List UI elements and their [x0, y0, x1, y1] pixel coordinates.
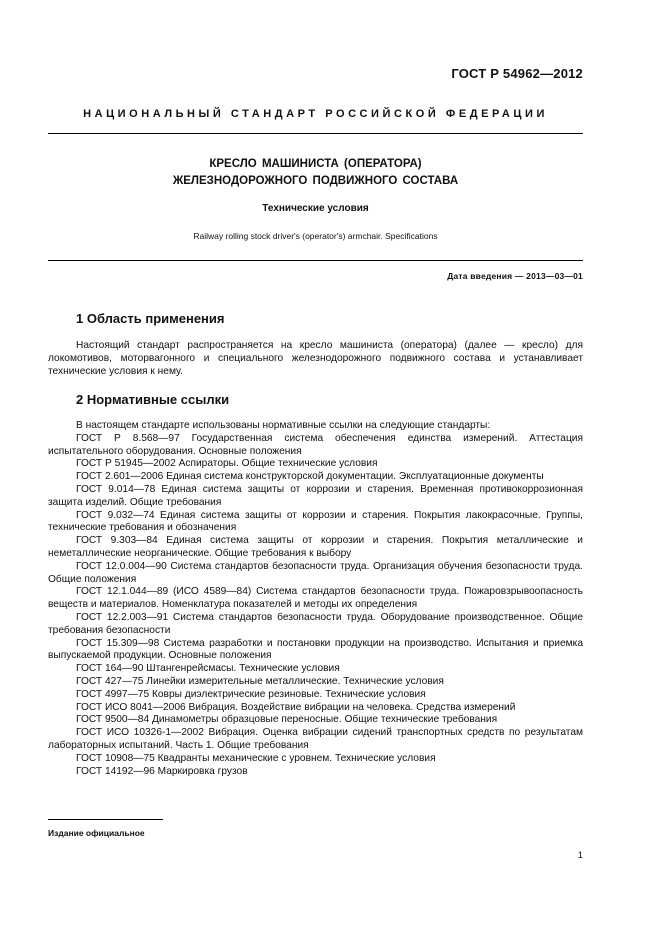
- document-subtitle: Технические условия: [262, 203, 369, 214]
- reference-item: ГОСТ 9.303—84 Единая система защиты от коррозии и старения. Покрытия металлические и неметаллические неорганические. Общие требования к выбору: [48, 535, 583, 559]
- reference-item: ГОСТ 2.601—2006 Единая система конструкторской документации. Эксплуатационные документы: [76, 471, 544, 483]
- reference-item: ГОСТ 4997—75 Ковры диэлектрические резиновые. Технические условия: [76, 688, 426, 700]
- reference-item: ГОСТ 427—75 Линейки измерительные металлические. Технические условия: [76, 675, 444, 687]
- document-title: [48, 156, 583, 190]
- paragraph: В настоящем стандарте использованы нормативные ссылки на следующие стандарты:: [76, 420, 491, 431]
- reference-item: ГОСТ 14192—96 Маркировка грузов: [76, 765, 248, 777]
- section-body-scope: [48, 340, 583, 378]
- reference-item: ГОСТ 9.032—74 Единая система защиты от коррозии и старения. Покрытия лакокрасочные. Группы, технические требования и обозначения: [48, 509, 583, 534]
- header-divider: [48, 133, 583, 134]
- reference-item: ГОСТ 15.309—98 Система разработки и постановки продукции на производство. Испытания и приемка выпускаемой продукции. Основные положения: [48, 637, 583, 662]
- english-title: Railway rolling stock driver's (operator's) armchair. Specifications: [193, 231, 438, 241]
- paragraph: Настоящий стандарт распространяется на кресло машиниста (оператора) (далее — кресло) для локомотивов, моторвагонного и специального железнодорожного подвижного состава и устанавливает технические условия к нему.: [48, 340, 583, 377]
- reference-item: ГОСТ 12.1.044—89 (ИСО 4589—84) Система стандартов безопасности труда. Пожаровзрывоопасность веществ и материалов. Номенклатура показателей и методы их определения: [48, 586, 583, 611]
- reference-item: ГОСТ 10908—75 Квадранты механические с уровнем. Технические условия: [76, 752, 436, 764]
- document-code: ГОСТ Р 54962—2012: [451, 66, 583, 81]
- reference-item: ГОСТ Р 8.568—97 Государственная система обеспечения единства измерений. Аттестация испытательного оборудования. Основные положения: [48, 432, 583, 457]
- section-heading-scope: 1 Область применения: [76, 311, 225, 326]
- footer-divider: [48, 819, 163, 820]
- reference-item: ГОСТ ИСО 10326-1—2002 Вибрация. Оценка вибрации сидений транспортных средств по результатам лабораторных испытаний. Часть 1. Общие требования: [48, 727, 583, 751]
- section-body-references: [48, 420, 583, 778]
- title-line-2: ЖЕЛЕЗНОДОРОЖНОГО ПОДВИЖНОГО СОСТАВА: [172, 175, 459, 187]
- official-edition-note: Издание официальное: [48, 828, 145, 838]
- national-standard-banner: НАЦИОНАЛЬНЫЙ СТАНДАРТ РОССИЙСКОЙ ФЕДЕРАЦИИ: [83, 108, 548, 120]
- reference-item: ГОСТ Р 51945—2002 Аспираторы. Общие технические условия: [76, 458, 378, 470]
- page-number: 1: [577, 850, 583, 861]
- reference-item: ГОСТ 9500—84 Динамометры образцовые переносные. Общие технические требования: [76, 714, 498, 726]
- reference-item: ГОСТ 9.014—78 Единая система защиты от коррозии и старения. Временная противокоррозионная защита изделий. Общие требования: [48, 483, 583, 508]
- introduction-date: Дата введения — 2013—03—01: [447, 271, 583, 281]
- title-line-1: КРЕСЛО МАШИНИСТА (ОПЕРАТОРА): [209, 158, 422, 170]
- reference-item: ГОСТ ИСО 8041—2006 Вибрация. Воздействие вибрации на человека. Средства измерений: [76, 701, 516, 713]
- reference-item: ГОСТ 164—90 Штангенрейсмасы. Технические условия: [76, 663, 340, 675]
- section-heading-references: 2 Нормативные ссылки: [76, 392, 230, 407]
- reference-item: ГОСТ 12.2.003—91 Система стандартов безопасности труда. Оборудование производственное. Общие требования безопасности: [48, 611, 583, 636]
- title-divider: [48, 260, 583, 261]
- reference-item: ГОСТ 12.0.004—90 Система стандартов безопасности труда. Организация обучения безопасности труда. Общие положения: [48, 560, 583, 585]
